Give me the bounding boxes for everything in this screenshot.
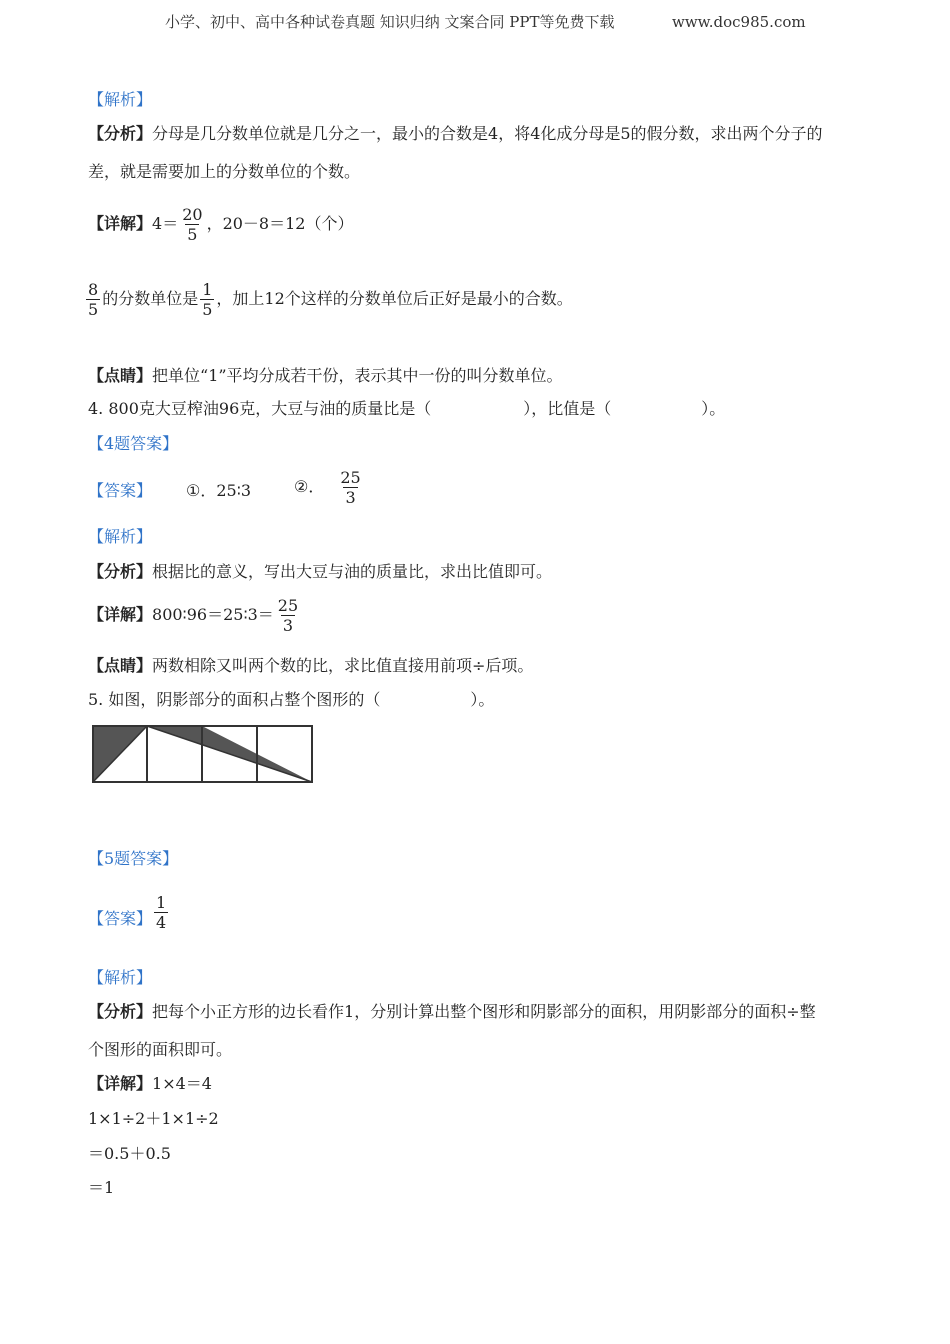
q4-xiangjie-frac-num: 25 <box>277 596 299 615</box>
q5-answer-frac-den: 4 <box>156 913 167 932</box>
q3-fenxi-text: 分母是几分数单位就是几分之一，最小的合数是4，将4化成分母是5的假分数，求出两个分子的 <box>152 124 823 143</box>
q4-dianjing-text: 两数相除又叫两个数的比，求比值直接用前项÷后项。 <box>152 656 534 675</box>
q5-question <box>88 690 494 710</box>
q4-answer-tag: 【答案】 <box>88 481 153 500</box>
q5-fenxi-text: 把每个小正方形的边长看作1，分别计算出整个图形和阴影部分的面积，用阴影部分的面积÷整 <box>152 1002 816 1021</box>
q4-answer-2-label: ②． <box>294 477 325 496</box>
q5-answer-tag: 【答案】 <box>88 909 153 928</box>
q4-answer-fraction <box>338 468 362 507</box>
q3-fraction-20-5 <box>180 205 204 244</box>
q4-xiangjie-frac-den: 3 <box>282 616 294 635</box>
q4-question-a: 4. 800克大豆榨油96克，大豆与油的质量比是（ <box>88 399 432 418</box>
q3-unit-line <box>86 280 573 319</box>
q3-fenxi-tag: 【分析】 <box>88 124 153 143</box>
q4-fenxi-text: 根据比的意义，写出大豆与油的质量比，求出比值即可。 <box>152 562 553 581</box>
q4-answer-heading: 【4题答案】 <box>88 434 179 453</box>
q4-answer-frac-num: 25 <box>340 468 361 487</box>
q5-fenxi-tag: 【分析】 <box>88 1002 153 1021</box>
q3-xiangjie-post: ，20－8＝12（个） <box>206 214 354 233</box>
q3-xiangjie-pre: 4＝ <box>152 214 179 233</box>
q5-xiangjie-tag: 【详解】 <box>88 1074 153 1093</box>
q4-xiangjie-tag: 【详解】 <box>88 605 153 624</box>
q4-fenxi <box>88 562 552 582</box>
header-url[interactable]: www.doc985.com <box>672 13 806 31</box>
q5-jiexi: 【解析】 <box>88 968 153 987</box>
header-left: 小学、初中、高中各种试卷真题 知识归纳 文案合同 PPT等免费下载 <box>165 13 615 31</box>
q5-question-b: ）。 <box>470 690 495 709</box>
q3-fraction-8-5 <box>86 280 100 319</box>
q5-figure <box>91 724 315 786</box>
q5-xiangjie <box>88 1074 212 1094</box>
q3-frac1-num: 8 <box>88 280 99 299</box>
q5-answer-frac-num: 1 <box>156 893 167 912</box>
q3-frac-num: 20 <box>182 205 203 224</box>
q3-fenxi-line1 <box>88 124 823 144</box>
q5-xiangjie-line1: 1×4＝4 <box>152 1074 212 1093</box>
q4-jiexi: 【解析】 <box>88 527 153 546</box>
q4-fenxi-tag: 【分析】 <box>88 562 153 581</box>
q3-frac2-den: 5 <box>202 300 213 319</box>
q5-diagonal-right <box>147 726 312 782</box>
q5-answer-heading: 【5题答案】 <box>88 849 179 868</box>
q4-question <box>88 399 725 419</box>
q4-xiangjie-pre: 800∶96＝25∶3＝ <box>152 605 274 624</box>
q5-question-a: 5. 如图，阴影部分的面积占整个图形的（ <box>88 690 381 709</box>
q4-dianjing <box>88 656 533 676</box>
q5-fenxi-line1 <box>88 1002 816 1022</box>
q3-xiangjie <box>88 205 353 244</box>
q4-answer-frac-den: 3 <box>345 488 356 507</box>
q4-xiangjie-fraction <box>276 596 300 635</box>
q3-fraction-1-5 <box>200 280 214 319</box>
q4-question-c: ）。 <box>701 399 726 418</box>
q4-question-b: ），比值是（ <box>523 399 612 418</box>
q3-unit-post: ，加上12个这样的分数单位后正好是最小的合数。 <box>216 289 573 308</box>
q3-jiexi: 【解析】 <box>88 90 153 109</box>
q5-calc-line3: ＝0.5＋0.5 <box>88 1144 171 1163</box>
q3-unit-mid: 的分数单位是 <box>102 289 199 308</box>
q3-dianjing <box>88 366 563 386</box>
q4-answer-2 <box>294 468 365 507</box>
q5-calc-line2: 1×1÷2＋1×1÷2 <box>88 1109 219 1128</box>
q5-answer-fraction <box>154 893 168 932</box>
q5-answer-value <box>152 893 170 932</box>
q5-fenxi-line2: 个图形的面积即可。 <box>88 1040 233 1059</box>
q4-xiangjie <box>88 596 302 635</box>
q3-dianjing-text: 把单位“1”平均分成若干份，表示其中一份的叫分数单位。 <box>152 366 563 385</box>
q3-frac1-den: 5 <box>88 300 99 319</box>
q3-xiangjie-tag: 【详解】 <box>88 214 153 233</box>
q3-dianjing-tag: 【点睛】 <box>88 366 153 385</box>
q3-fenxi-line2: 差，就是需要加上的分数单位的个数。 <box>88 162 361 181</box>
q3-frac2-num: 1 <box>202 280 213 299</box>
q5-calc-line4: ＝1 <box>88 1178 115 1197</box>
q4-dianjing-tag: 【点睛】 <box>88 656 153 675</box>
q4-answer-1: ①．25∶3 <box>186 481 252 500</box>
q3-frac-den: 5 <box>187 225 198 244</box>
